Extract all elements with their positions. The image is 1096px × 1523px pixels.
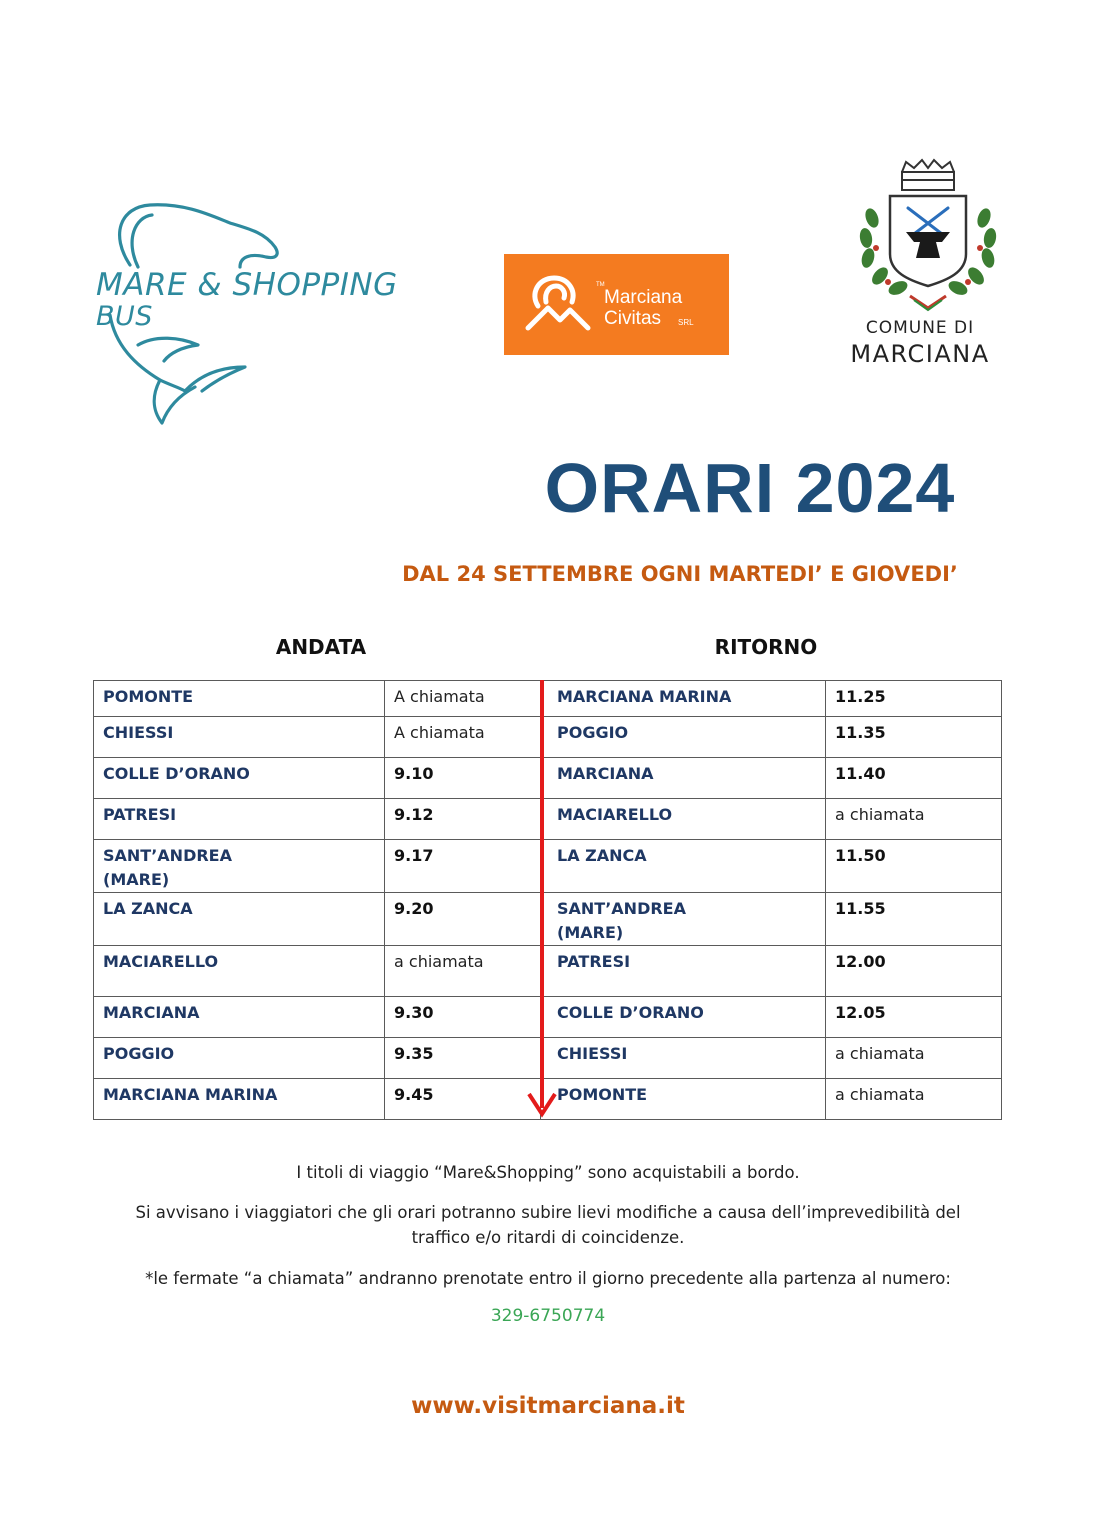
andata-heading: ANDATA [275,635,367,659]
ritorno-stop: SANT’ANDREA (MARE) [541,893,826,946]
ritorno-time: a chiamata [826,1079,1002,1120]
andata-time: 9.20 [385,893,541,946]
andata-time: 9.17 [385,840,541,893]
booking-note: *le fermate “a chiamata” andranno prenotate entro il giorno precedente alla partenza al numero: [145,1269,951,1288]
andata-time: 9.35 [385,1038,541,1079]
ritorno-time: 11.35 [826,717,1002,758]
ritorno-stop: PATRESI [541,946,826,997]
ritorno-stop: MARCIANA [541,758,826,799]
ritorno-stop: MARCIANA MARINA [541,681,826,717]
ritorno-time: 12.05 [826,997,1002,1038]
mare-shopping-logo [90,195,450,435]
ritorno-time: 11.55 [826,893,1002,946]
marciana-label: MARCIANA [850,340,990,368]
ritorno-stop: COLLE D’ORANO [541,997,826,1038]
andata-stop: MACIARELLO [94,946,385,997]
page-title: ORARI 2024 [544,449,956,527]
ritorno-stop: MACIARELLO [541,799,826,840]
comune-label: COMUNE DI [865,318,975,338]
coat-of-arms-icon [850,158,1000,318]
andata-stop: LA ZANCA [94,893,385,946]
comune-marciana-logo [840,150,1010,380]
andata-time: 9.45 [385,1079,541,1120]
mare-shopping-text: MARE & SHOPPING [96,267,398,303]
schedule-subtitle: DAL 24 SETTEMBRE OGNI MARTEDI’ E GIOVEDI’ [402,562,958,586]
civitas-name-line1: Marciana [604,287,683,308]
ritorno-time: a chiamata [826,1038,1002,1079]
ritorno-heading: RITORNO [714,635,818,659]
civitas-name-line2: Civitas [604,308,662,329]
ritorno-stop: POMONTE [541,1079,826,1120]
andata-time: a chiamata [385,946,541,997]
andata-time: A chiamata [385,717,541,758]
andata-time: 9.12 [385,799,541,840]
phone-number[interactable]: 329-6750774 [490,1306,606,1326]
andata-time: 9.30 [385,997,541,1038]
direction-arrow-icon [526,680,558,1120]
andata-stop: POGGIO [94,1038,385,1079]
ritorno-time: a chiamata [826,799,1002,840]
bus-text: BUS [96,301,153,332]
ritorno-time: 11.25 [826,681,1002,717]
andata-stop: POMONTE [94,681,385,717]
mountain-sun-icon [524,270,594,340]
andata-stop: PATRESI [94,799,385,840]
civitas-srl-label: SRL [678,318,694,327]
tickets-note: I titoli di viaggio “Mare&Shopping” sono acquistabili a bordo. [296,1163,800,1182]
ritorno-stop: CHIESSI [541,1038,826,1079]
ritorno-time: 11.40 [826,758,1002,799]
website-link[interactable]: www.visitmarciana.it [411,1393,685,1419]
ritorno-stop: POGGIO [541,717,826,758]
andata-stop: COLLE D’ORANO [94,758,385,799]
andata-stop: MARCIANA [94,997,385,1038]
trademark-label: TM [596,282,605,288]
ritorno-time: 12.00 [826,946,1002,997]
andata-time: 9.10 [385,758,541,799]
ritorno-stop: LA ZANCA [541,840,826,893]
ritorno-time: 11.50 [826,840,1002,893]
andata-stop: SANT’ANDREA (MARE) [94,840,385,893]
andata-stop: CHIESSI [94,717,385,758]
marciana-civitas-logo [504,254,729,355]
andata-stop: MARCIANA MARINA [94,1079,385,1120]
andata-time: A chiamata [385,681,541,717]
warning-note: Si avvisano i viaggiatori che gli orari potranno subire lievi modifiche a causa dell’imprevedibilità del traffico e/o ritardi di coincidenze. [135,1203,961,1247]
